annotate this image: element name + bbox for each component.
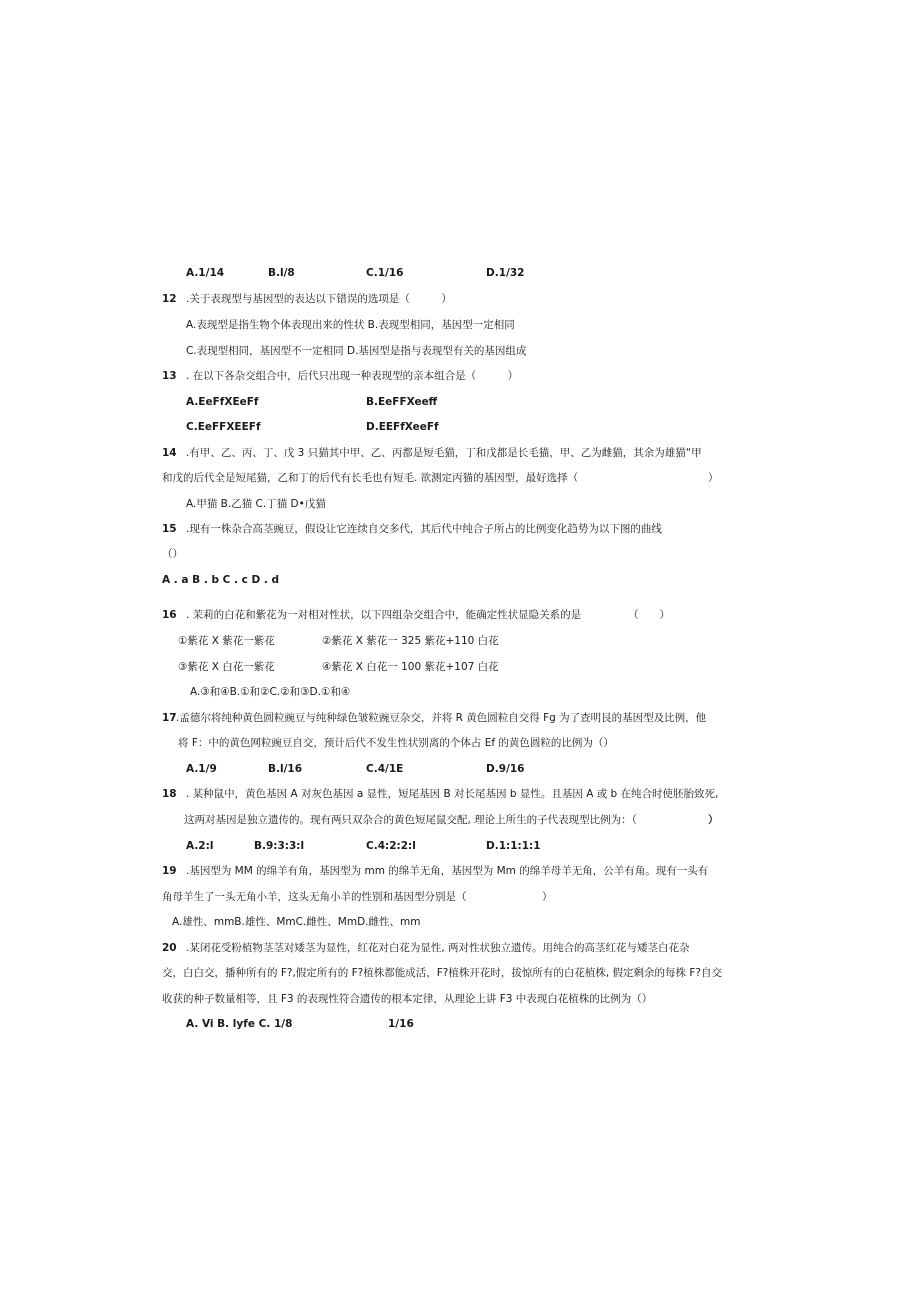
q13-text: . 在以下各杂交组合中，后代只出现一种表现型的亲本组合是（ ）: [186, 370, 519, 382]
q16-options: A.③和④B.①和②C.②和③D.①和④: [190, 686, 351, 698]
q14-text-line1: .有甲、乙、丙、丁、戊 3 只猫其中甲、乙、丙都是短毛猫，丁和戊都是长毛猫，甲、乙为雌猫，其余为雄猫“甲: [186, 447, 702, 459]
q15-text-line1: .现有一株杂合高茎豌豆，假设让它连续自交多代，其后代中纯合子所占的比例变化趋势为以下图的曲线: [186, 523, 662, 535]
q17-option-a: A.1/9: [186, 763, 217, 775]
q20-text-line1: .某闭花受粉植物茎茎对矮茎为显性，红花对白花为显性, 两对性状独立遗传。用纯合的高茎红花与矮茎白花杂: [186, 942, 690, 954]
q11-option-c: C.1/16: [366, 267, 404, 279]
q18-paren-close: ）: [708, 814, 719, 826]
q12-options-line2: C.表现型相同，基因型不一定相同 D.基因型是指与表现型有关的基因组成: [186, 345, 527, 357]
q19-number: 19: [162, 865, 177, 877]
q18-option-b: B.9:3:3:l: [254, 840, 305, 852]
q20-options: A. Vi B. lyfe C. 1/8: [186, 1018, 293, 1030]
q13-option-b: B.EeFFXeeff: [366, 396, 438, 408]
q16-cross-4: ④紫花 X 白花一 100 紫花+107 白花: [322, 661, 499, 673]
q16-number: 16: [162, 609, 177, 621]
q14-options: A.甲猫 B.乙猫 C.丁猫 D•戊猫: [186, 498, 326, 510]
q20-option-d: 1/16: [388, 1018, 414, 1030]
q11-option-a: A.1/14: [186, 267, 225, 279]
q17-option-c: C.4/1E: [366, 763, 404, 775]
q14-text-line2: 和戊的后代全是短尾猫，乙和丁的后代有长毛也有短毛. 欲测定丙猫的基因型，最好选择（: [162, 472, 579, 484]
q12-options-line1: A.表现型是指生物个体表现出来的性状 B.表现型相同，基因型一定相同: [186, 319, 515, 331]
q15-number: 15: [162, 523, 177, 535]
q17-text-line1: .孟德尔将纯种黄色圆粒豌豆与纯种绿色皱粒豌豆杂交，并将 R 黄色圆粒自交得 Fg 为了查明艮的基因型及比例，他: [176, 712, 707, 724]
q13-option-d: D.EEFfXeeFf: [366, 421, 439, 433]
q18-number: 18: [162, 788, 177, 800]
q19-paren-close: ）: [542, 891, 553, 903]
q16-text: . 茉莉的白花和紫花为一对相对性状，以下四组杂交组合中，能确定性状显隐关系的是: [186, 609, 582, 621]
q18-option-c: C.4:2:2:l: [366, 840, 416, 852]
q16-cross-1: ①紫花 X 紫花一紫花: [178, 635, 275, 647]
q17-text-line2: 将 F：中的黄色网粒豌豆自交，预计后代不发生性状别离的个体占 Ef 的黄色圆粒的比例为（）: [178, 737, 614, 749]
q19-text-line1: .基因型为 MM 的绵羊有角，基因型为 mm 的绵羊无角，基因型为 Mm 的绵羊母羊无角，公羊有角。现有一头有: [186, 865, 709, 877]
q20-number: 20: [162, 942, 177, 954]
q12-text: .关于表现型与基因型的表达以下错误的选项是（ ）: [186, 293, 452, 305]
q14-paren-close: ）: [708, 472, 719, 484]
q11-option-d: D.1/32: [486, 267, 525, 279]
q13-number: 13: [162, 370, 177, 382]
q19-text-line2: 角母羊生了一头无角小羊，这头无角小羊的性别和基因型分别是（: [162, 891, 467, 903]
q18-text-line1: . 某种鼠中，黄色基因 A 对灰色基因 a 显性，短尾基因 B 对长尾基因 b 显性。且基因 A 或 b 在纯合时使胚胎致死,: [186, 788, 719, 800]
q13-option-a: A.EeFfXEeFf: [186, 396, 259, 408]
q20-text-line2: 交，白白交，播种所有的 F?,假定所有的 F?植株都能成活，F?植株开花时，拔惊所有的白花植株, 假定剩余的每株 F?自交: [162, 967, 722, 979]
q18-option-a: A.2:l: [186, 840, 214, 852]
q15-options: A . a B . b C . c D . d: [162, 574, 280, 586]
q12-number: 12: [162, 293, 177, 305]
q16-cross-3: ③紫花 X 白花一紫花: [178, 661, 275, 673]
q20-text-line3: 收获的种子数量相等，且 F3 的表现性符合遗传的根本定律，从理论上讲 F3 中表现白花植株的比例为（）: [162, 993, 653, 1005]
q17-number: 17: [162, 712, 177, 724]
q18-option-d: D.1:1:1:1: [486, 840, 541, 852]
q14-number: 14: [162, 447, 177, 459]
q11-option-b: B.l/8: [268, 267, 295, 279]
q17-option-d: D.9/16: [486, 763, 525, 775]
q15-text-line2: （）: [162, 548, 183, 560]
q17-option-b: B.l/16: [268, 763, 303, 775]
q19-options: A.雄性、mmB.雄性、MmC.雌性、MmD.雌性、mm: [172, 916, 421, 928]
q16-paren: （ ）: [628, 609, 670, 621]
q16-cross-2: ②紫花 X 紫花一 325 紫花+110 白花: [322, 635, 499, 647]
q13-option-c: C.EeFFXEEFf: [186, 421, 261, 433]
q18-text-line2: 这两对基因是独立遗传的。现有两只双杂合的黄色短尾鼠交配, 理论上所生的子代表现型比例为：（: [184, 814, 637, 826]
